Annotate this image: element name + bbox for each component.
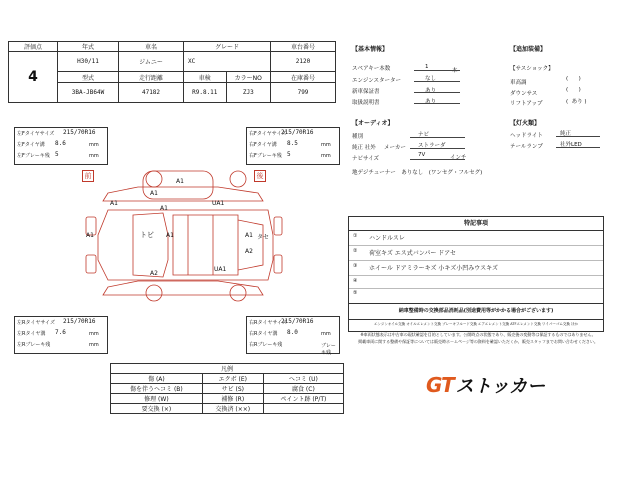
remark-line: ホイール ドアミラーキズ 小キズ小凹みウスキズ: [369, 265, 498, 272]
brake-value: 5: [287, 151, 291, 158]
legend-cell: 要交換 (×): [111, 404, 203, 414]
brake-unit: mm: [89, 342, 99, 348]
header-year: 年式: [58, 42, 119, 52]
logo-text: ストッカー: [455, 376, 546, 397]
tire-box-rear-left: 左Rタイヤサイズ 215/70R16 左Rタイヤ溝 7.6 mm 左Rブレーキ残 mm: [14, 316, 108, 354]
remarks-title: 特記事項: [349, 217, 603, 231]
damage-mark: A2: [245, 248, 253, 255]
audio-row-value: 7V: [418, 152, 426, 158]
footer-note: エンジンオイル交換 オイルエレメント交換 ブレーキフルード交換 エアエレメント交換 ATFエレメント交換 ワイパーゴム交換 ほか: [374, 322, 578, 326]
tire-box-rear-right: 右Rタイヤサイズ 215/70R16 右Rタイヤ溝 8.0 mm 右Rブレーキ残 ブレーキ残: [246, 316, 340, 354]
tire-size-value: 215/70R16: [63, 318, 96, 325]
damage-mark: UA1: [212, 200, 225, 207]
damage-mark: A1: [86, 232, 94, 239]
tire-box-front-right: 右Fタイヤサイズ 215/70R16 右Fタイヤ溝 8.5 mm 右Fブレーキ残 5 mm: [246, 127, 340, 165]
tire-size-value: 215/70R16: [281, 318, 314, 325]
basic-row-unit: 本: [452, 68, 458, 74]
logo-gt: GT: [426, 373, 454, 397]
chassis-value: 2120: [271, 52, 336, 72]
tire-box-front-left: 左Fタイヤサイズ 215/70R16 左Fタイヤ溝 8.6 mm 左Fブレーキ残 5 mm: [14, 127, 108, 165]
tire-unit: mm: [321, 142, 331, 148]
footer-note: ※車両状態表示は中古車の現状確認を目的としています。公開時点の状態であり、販売後の変動等は保証するものではありません。: [360, 332, 596, 337]
legend-cell: 交換済 (××): [202, 404, 263, 414]
brake-unit: mm: [89, 153, 99, 159]
lift-up-value: あり: [571, 99, 583, 105]
audio-row-value: ストラーダ: [418, 143, 446, 149]
tire-size-label: タイヤサイズ: [257, 320, 287, 326]
damage-mark: A1: [176, 178, 184, 185]
car-name-value: ジムニー: [119, 52, 184, 72]
subheader-color: カラーNO: [226, 72, 270, 82]
header-table: [8, 41, 336, 103]
remark-line: ハンドルスレ: [369, 235, 405, 242]
remarks-box: 特記事項 ① ハンドルスレ ② 荷室キズ エス式バンパー ドアセ ③ ホイール ドアミラーキズ 小キズ小凹みウスキズ ④ ⑤ 納車整備時の交換部品消耗品(別途費用等がかかる場合がございます) エンジンオイル交換 オイルエレメント交換 ブレーキフルード交換 エアエレメント交換 ATFエレメント交換 ワイパーゴム交換 ほか: [348, 216, 604, 332]
damage-mark: A1: [245, 232, 253, 239]
color-value: ZJ3: [226, 82, 270, 102]
audio-row-label: 純正 社外: [352, 145, 376, 151]
legend-cell: 腐食 (C): [263, 384, 343, 394]
grade-value: XC: [184, 52, 271, 72]
basic-row-value: なし: [425, 76, 437, 82]
damage-mark: トビ: [140, 231, 154, 239]
audio-title: 【オーディオ】: [352, 120, 394, 127]
header-chassis: 車台番号: [271, 42, 336, 52]
tire-size-label: タイヤサイズ: [24, 131, 55, 137]
legend-cell: ペイント跡 (P/T): [263, 394, 343, 404]
brake-unit: mm: [321, 153, 331, 159]
legend-title: 凡例: [111, 364, 344, 374]
tuner-line: 地デジチューナー ありなし (ワンセグ・フルセグ): [352, 170, 483, 176]
lights-row-label: テールランプ: [510, 144, 543, 150]
additional-row-label: 車高調: [510, 80, 527, 86]
tire-depth-value: 7.6: [55, 329, 66, 336]
additional-title: 【追加装備】: [510, 46, 547, 53]
audio-row-unit: インチ: [450, 155, 467, 161]
model-value: 3BA-JB64W: [58, 82, 119, 102]
damage-mark: タセ: [257, 234, 270, 241]
basic-row-label: 取扱説明書: [352, 100, 380, 106]
mileage-value: 47182: [119, 82, 184, 102]
stock-value: 799: [271, 82, 336, 102]
basic-row-label: 新車保証書: [352, 89, 380, 95]
header-car: 車名: [119, 42, 184, 52]
basic-row-value: 1: [425, 64, 429, 70]
subheader-stock: 在庫番号: [271, 72, 336, 82]
inspection-value: R9.8.11: [184, 82, 227, 102]
legend-cell: [263, 404, 343, 414]
brake-value: 5: [55, 151, 59, 158]
footer-note: 掲載車両に関する整備や保証等については販売時ホームページ等の資料を確認いただくか、販売スタッフまでお問い合わせください。: [358, 339, 598, 344]
tire-unit: mm: [89, 331, 99, 337]
tire-size-value: 215/70R16: [281, 129, 314, 136]
tire-size-value: 215/70R16: [63, 129, 96, 136]
header-grade: グレード: [184, 42, 271, 52]
header-score: 評価点: [9, 42, 58, 52]
legend-cell: 傷を伴うヘコミ (B): [111, 384, 203, 394]
tire-depth-label: タイヤ溝: [257, 331, 278, 337]
legend-table: [110, 363, 344, 414]
subheader-model: 型式: [58, 72, 119, 82]
subheader-mileage: 走行距離: [119, 72, 184, 82]
tire-depth-label: タイヤ溝: [256, 142, 277, 148]
basic-row-label: エンジンスターター: [352, 78, 402, 84]
damage-mark: UA1: [214, 266, 227, 273]
damage-mark: A1: [166, 232, 174, 239]
audio-row-label: 種別: [352, 134, 364, 140]
gt-stocker-logo: [426, 372, 545, 396]
brake-label: ブレーキ残: [24, 153, 50, 159]
audio-row-value: ナビ: [418, 132, 430, 138]
additional-row-label: リフトアップ: [510, 101, 543, 107]
brake-label: ブレーキ残: [257, 342, 283, 348]
remark-line: 荷室キズ エス式バンパー ドアセ: [369, 250, 457, 257]
tire-depth-label: タイヤ溝: [24, 142, 45, 148]
suspension-title: 【サスショック】: [510, 66, 554, 72]
brake-label: ブレーキ残: [256, 153, 282, 159]
damage-mark: A1: [110, 200, 118, 207]
tire-depth-value: 8.0: [287, 329, 298, 336]
brake-label: ブレーキ残: [25, 342, 51, 348]
damage-mark: A2: [150, 270, 158, 277]
footer-note: 納車整備時の交換部品消耗品(別途費用等がかかる場合がございます): [398, 308, 554, 314]
legend-cell: 傷 (A): [111, 374, 203, 384]
subheader-inspection: 車検: [184, 72, 227, 82]
legend-cell: 補修 (R): [202, 394, 263, 404]
tire-unit: mm: [321, 331, 331, 337]
basic-row-value: あり: [425, 88, 437, 94]
legend-cell: サビ (S): [202, 384, 263, 394]
legend-cell: 修理 (W): [111, 394, 203, 404]
legend-cell: へコミ (U): [263, 374, 343, 384]
lights-row-value: 社外LED: [560, 142, 582, 148]
additional-row-label: ダウンサス: [510, 91, 538, 97]
audio-row-label: ナビサイズ: [352, 156, 380, 162]
lights-row-label: ヘッドライト: [510, 133, 543, 139]
lights-row-value: 純正: [560, 131, 572, 137]
score-value: 4: [9, 52, 58, 103]
tire-depth-value: 8.5: [287, 140, 298, 147]
damage-mark: A1: [160, 205, 168, 212]
basic-row-value: あり: [425, 99, 437, 105]
tire-size-label: タイヤサイズ: [25, 320, 55, 326]
tire-depth-value: 8.6: [55, 140, 66, 147]
lights-title: 【灯火類】: [510, 120, 541, 127]
tire-unit: mm: [89, 142, 99, 148]
tire-depth-label: タイヤ溝: [25, 331, 46, 337]
rear-stamp: 後: [254, 170, 266, 182]
legend-cell: エクボ (E): [202, 374, 263, 384]
front-stamp: 前: [82, 170, 94, 182]
year-value: H30/11: [58, 52, 119, 72]
basic-info-title: 【基本情報】: [352, 46, 389, 53]
tire-size-label: タイヤサイズ: [256, 131, 287, 137]
audio-maker-label: メーカー: [384, 145, 406, 151]
damage-mark: A1: [150, 190, 158, 197]
basic-row-label: スペアキー本数: [352, 66, 391, 72]
